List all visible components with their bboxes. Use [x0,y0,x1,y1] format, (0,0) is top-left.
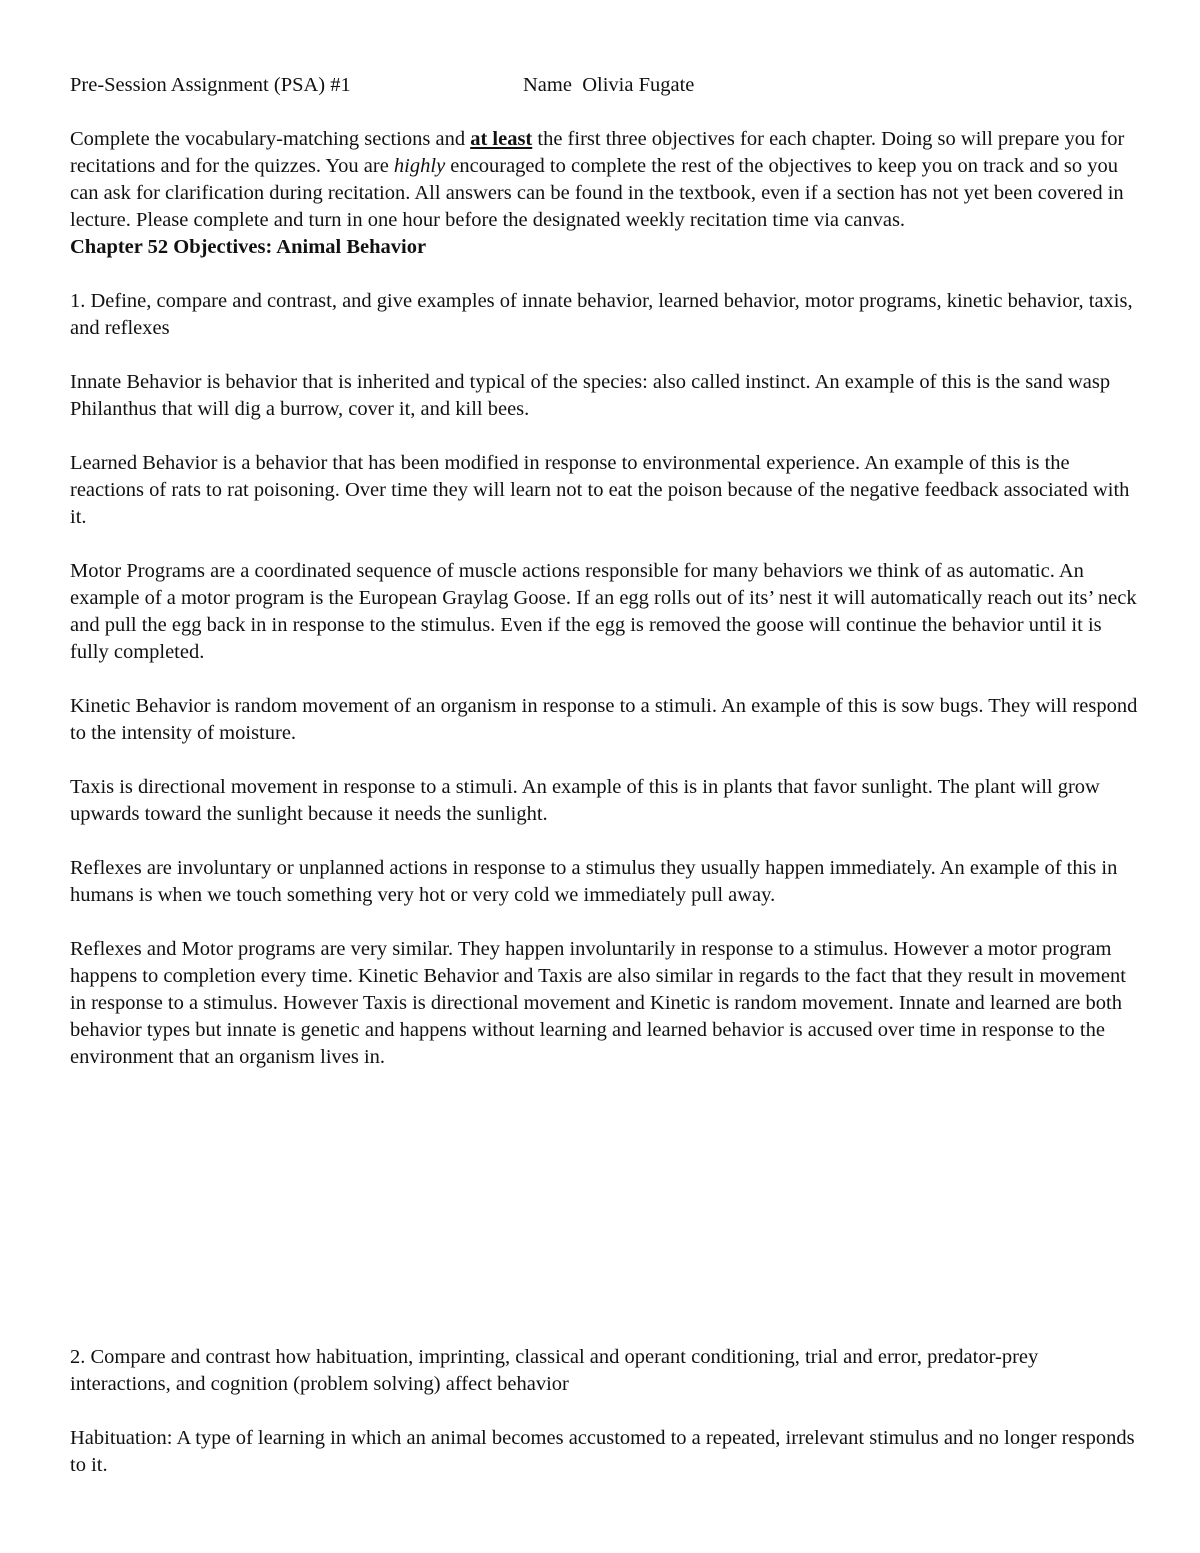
instructions-text-2: the first three objectives for each chapter. Doing so will prepare you for recitations and for the quizzes. You are [70,128,1125,177]
instructions-paragraph [70,126,1140,234]
student-name: Olivia Fugate [582,74,695,96]
answer-innate-behavior: Innate Behavior is behavior that is inherited and typical of the species: also called instinct. An example of this is the sand wasp Philanthus that will dig a burrow, cover it, and kill bees. [70,371,1111,420]
answer-learned-behavior: Learned Behavior is a behavior that has been modified in response to environmental experience. An example of this is the reactions of rats to rat poisoning. Over time they will learn not to eat the poison because of the negative feedback associated with it. [70,452,1130,528]
instructions-emphasis: at least [470,128,533,150]
answer-kinetic-behavior: Kinetic Behavior is random movement of an organism in response to a stimuli. An example of this is sow bugs. They will respond to the intensity of moisture. [70,695,1138,744]
objective-2-question: 2. Compare and contrast how habituation, imprinting, classical and operant conditioning, trial and error, predator-prey interactions, and cognition (problem solving) affect behavior [70,1346,1039,1395]
document-page [70,72,1140,1071]
assignment-title: Pre-Session Assignment (PSA) #1 [70,74,351,96]
document-header [70,72,1140,99]
objective-2-section [70,1344,1140,1479]
student-name-line [523,72,694,99]
objective-1-question: 1. Define, compare and contrast, and give examples of innate behavior, learned behavior, motor programs, kinetic behavior, taxis, and reflexes [70,290,1133,339]
instructions-italic: highly [393,155,446,177]
answer-motor-programs: Motor Programs are a coordinated sequence of muscle actions responsible for many behaviors we think of as automatic. An example of a motor program is the European Graylag Goose. If an egg rolls out of its’ nest it will automatically reach out its’ neck and pull the egg back in in response to the stimulus. Even if the egg is removed the goose will continue the behavior until it is fully completed. [70,560,1137,663]
answer-habituation: Habituation: A type of learning in which an animal becomes accustomed to a repeated, irrelevant stimulus and no longer responds to it. [70,1427,1135,1476]
answer-reflexes: Reflexes are involuntary or unplanned actions in response to a stimulus they usually happen immediately. An example of this in humans is when we touch something very hot or very cold we immediately pull away. [70,857,1118,906]
answer-taxis: Taxis is directional movement in response to a stimuli. An example of this is in plants that favor sunlight. The plant will grow upwards toward the sunlight because it needs the sunlight. [70,776,1100,825]
answer-comparison: Reflexes and Motor programs are very similar. They happen involuntarily in response to a stimulus. However a motor program happens to completion every time. Kinetic Behavior and Taxis are also similar in regards to the fact that they result in movement in response to a stimulus. However Taxis is directional movement and Kinetic is random movement. Innate and learned are both behavior types but innate is genetic and happens without learning and learned behavior is accused over time in response to the environment that an organism lives in. [70,938,1126,1068]
instructions-text-3: encouraged to complete the rest of the objectives to keep you on track and so you can ask for clarification during recitation. All answers can be found in the textbook, even if a section has not yet been covered in lecture. Please complete and turn in one hour before the designated weekly recitation time via canvas. [70,155,1124,231]
name-label: Name [523,74,572,96]
chapter-heading: Chapter 52 Objectives: Animal Behavior [70,236,427,258]
instructions-text-1: Complete the vocabulary-matching sections and [70,128,471,150]
